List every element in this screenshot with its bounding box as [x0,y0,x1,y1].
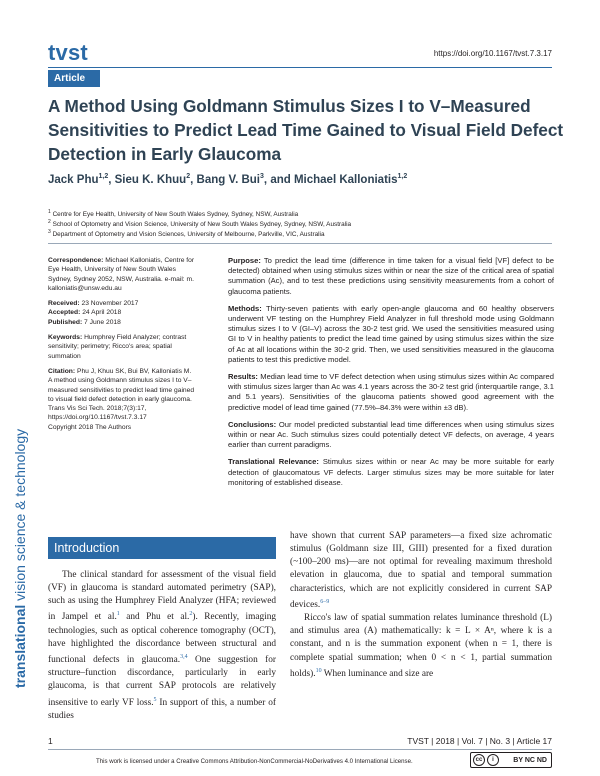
abstract [228,256,554,495]
section-heading-introduction: Introduction [48,537,276,559]
citation [48,367,196,423]
citation-ref[interactable]: 3,4 [180,654,188,661]
citation-ref[interactable]: 2 [189,611,193,618]
abstract-relevance [228,457,554,488]
abstract-section-text: Stimulus sizes within or near Ac may be more suitable for early detection of glaucomatous VF defects. Larger stimulus sizes may be more suitable for later monitoring of established disease. [228,457,554,487]
abstract-section-label: Purpose: [228,256,261,265]
article-info-sidebar [48,256,196,432]
banner-word-rest: vision science & technology [12,428,28,605]
correspondence [48,256,196,293]
author-sep: , [108,173,112,186]
correspondence-text: Michael Kalloniatis, Centre for Eye Health, University of New South Wales Sydney, Sydney 2052, NSW, Australia. e-mail: m. kalloniatis@unsw.edu.au [48,257,195,292]
abstract-results [228,372,554,413]
received-date [48,299,196,308]
by-person-icon: i [487,754,499,766]
abstract-section-label: Methods: [228,303,262,313]
license-statement: This work is licensed under a Creative Commons Attribution-NonCommercial-NoDerivatives 4.0 International License. [96,758,413,765]
citation-ref[interactable]: 1 [116,611,120,618]
body-text: ). Recently, imaging technologies, such as optical coherence tomography (OCT), have highlighted the discordance between structural and functional defects in glaucoma. [48,612,277,666]
affiliation-divider [48,243,552,244]
accepted-label: Accepted: [48,309,81,317]
author-sep: , [263,173,268,186]
accepted-date [48,308,196,317]
abstract-purpose [228,256,554,297]
published-value: 7 June 2018 [84,318,121,326]
body-column-right [290,530,552,681]
journal-logo: tvst [48,40,88,65]
author-name: Michael Kalloniatis [293,173,398,186]
cc-icon: cc [473,754,485,766]
affiliation-text: Department of Optometry and Vision Sciences, University of Melbourne, Parkville, VIC, Australia [52,231,325,239]
citation-ref[interactable]: 5 [153,696,157,703]
affiliation [48,229,325,238]
affiliation-num: 3 [48,229,51,235]
paragraph [290,612,552,681]
affiliation-num: 2 [48,219,51,225]
received-label: Received: [48,300,80,308]
body-text: have shown that current SAP parameters—a fixed size achromatic stimulus (Goldmann size III, GIII) presented for a fixed duration (~100–200 ms)—are not optimal for revealing maximum threshold elevation in glaucoma, due to spatial and temporal summation characteristics, which are not explicitly considered in current SAP devices. [290,531,552,610]
body-text: When luminance and size are [321,668,434,679]
abstract-section-label: Conclusions: [228,419,277,429]
banner-word-bold: translational [12,604,28,688]
journal-side-banner [8,370,28,688]
keywords [48,333,196,361]
article-title: A Method Using Goldmann Stimulus Sizes I to V–Measured Sensitivities to Predict Lead Time Gained to Visual Field Defect Detection in Early Glaucoma [48,96,564,164]
author-name: Bang V. Bui [196,173,260,186]
author-and: and [270,173,291,186]
header-divider [48,67,552,68]
author-affil-sup: 3 [260,173,264,180]
abstract-section-text: To predict the lead time (difference in time taken for a visual field [VF] defect to be detected) obtained when using stimulus sizes within or near the size of the critical area of spatial summation (Ac), and to test these predictions using sensitivity measurements from a cohort of glaucoma patients. [228,256,554,296]
author-list [48,173,407,186]
body-text: In support of this, a number of studies [48,697,276,721]
author-name: Jack Phu [48,173,99,186]
article-type-tag: Article [48,70,100,87]
citation-ref[interactable]: 10 [315,667,322,674]
body-text: The clinical standard for assessment of the visual field (VF) in glaucoma is standard automated perimetry (SAP), such as using the Humphrey Field Analyzer (HFA; reviewed in Jampel et al. [48,570,276,623]
affiliation [48,219,351,228]
abstract-conclusions [228,420,554,451]
journal-side-banner-text [10,370,30,688]
author-affil-sup: 1,2 [98,173,109,180]
abstract-section-text: Our model predicted substantial lead time differences when using stimulus sizes within or near Ac. Such stimulus sizes could potentially detect VF defects, on average, 4 years earlier than current paradigms. [228,419,554,450]
author-affil-sup: 1,2 [397,173,408,180]
published-date [48,318,196,327]
correspondence-label: Correspondence: [48,257,104,264]
body-column-left [48,569,276,723]
affiliation-text: School of Optometry and Vision Science, University of New South Wales Sydney, Sydney, NSW, Australia [52,221,352,229]
copyright: Copyright 2018 The Authors [48,423,132,431]
abstract-section-text: Median lead time to VF defect detection when using stimulus sizes within Ac compared with stimulus sizes larger than Ac was 4.1 years across the 30-2 test grid (interquartile range, 3.1 and 5.1 years). Sensitivities of the glaucoma patients showed good agreement with the predictive model of lead time gained (77.5%–84.3% were within ±3 dB). [228,372,554,412]
footer-divider [48,749,552,750]
accepted-value: 24 April 2018 [82,309,122,317]
affiliation-num: 1 [48,209,51,215]
page-number: 1 [48,736,53,746]
abstract-methods [228,304,554,365]
body-text: One suggestion for structure–function discordance, particularly in early glaucoma, is that current SAP protocols are relatively insensitive to early VF loss. [48,655,277,708]
citation-ref[interactable]: 6–9 [320,598,330,605]
keywords-text: Humphrey Field Analyzer; contrast sensitivity; perimetry; Ricco's area; spatial summation [48,334,187,360]
body-text: and Phu et al. [119,612,190,623]
abstract-section-label: Results: [228,372,258,382]
abstract-section-text: Thirty-seven patients with early open-angle glaucoma and 60 healthy observers underwent VF testing on the Humphrey Field Analyzer in full threshold mode using Goldmann stimulus sizes I to V (GI–V) across the 30-2 test grid. We used the sensitivities measured using GI to V in healthy patients to predict the lead time gained by using stimulus sizes within the size of Ac at all locations within the 30-2 grid. Then, we used sensitivities measured in the glaucoma patients to test this predictive model. [228,303,554,364]
affiliation-text: Centre for Eye Health, University of New South Wales Sydney, Sydney, NSW, Australia [52,211,299,219]
citation-text: Phu J, Khuu SK, Bui BV, Kalloniatis M. A method using Goldmann stimulus sizes I to V–measured sensitivities to predict lead time gained to visual field defect detection in early glaucoma. Trans Vis Sci Tech. 2018;7(3):17, https://doi.org/10.1167/tvst.7.3.17 [48,367,195,422]
citation-label: Citation: [48,367,76,375]
abstract-section-label: Translational Relevance: [228,457,319,467]
author-affil-sup: 2 [186,173,191,180]
keywords-label: Keywords: [48,334,83,342]
cc-badge-text: BY NC ND [513,757,547,764]
author-name: Sieu K. Khuu [114,173,187,186]
author-sep: , [190,173,194,186]
body-text: Ricco's law of spatial summation relates luminance threshold (L) and stimulus area (A) mathematically: k = L × Aⁿ, where k is a constant, and n is the summation exponent (when n = 1, there is complete spatial summation; when 0 < n < 1, partial summation holds). [290,613,552,679]
affiliation [48,209,298,218]
paragraph [290,530,552,612]
received-value: 23 November 2017 [81,300,139,308]
journal-info: TVST | 2018 | Vol. 7 | No. 3 | Article 17 [407,736,552,746]
doi-link[interactable]: https://doi.org/10.1167/tvst.7.3.17 [433,49,552,58]
published-label: Published: [48,318,83,326]
cc-license-badge[interactable] [470,752,552,768]
